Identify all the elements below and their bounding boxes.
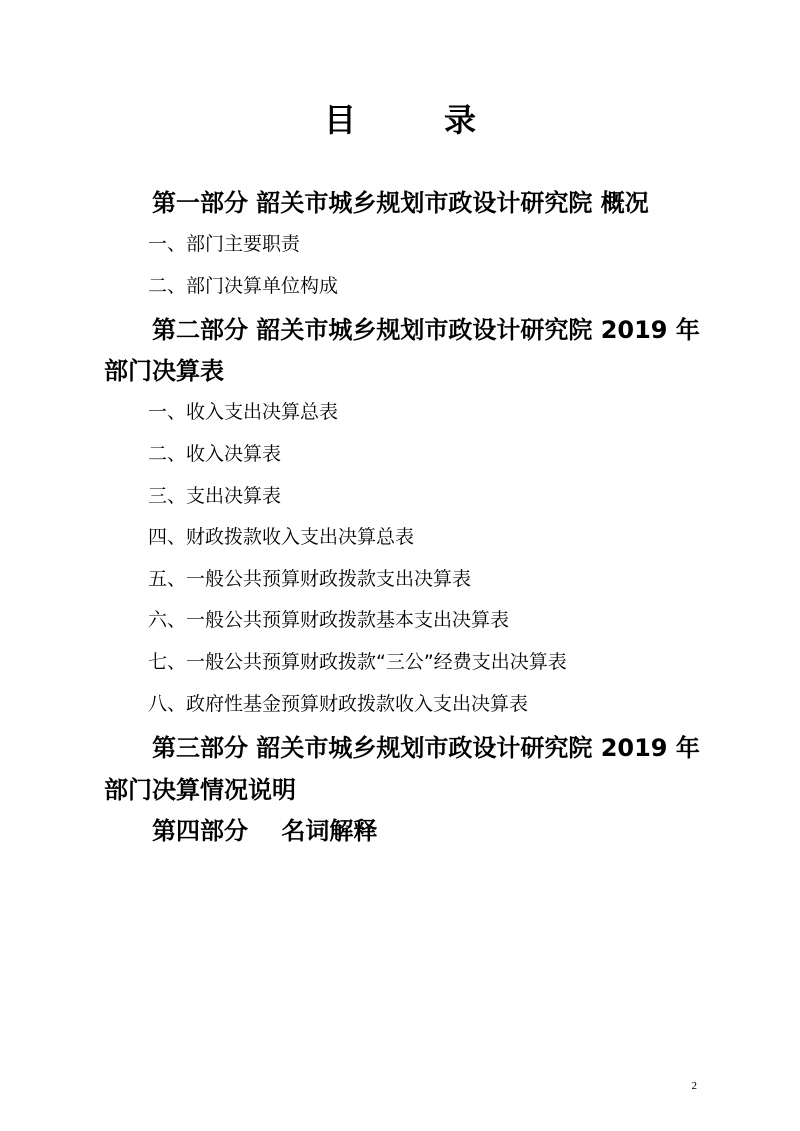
part1-item-2: 二、部门决算单位构成 [148,275,339,297]
part3-heading-line-2: 部门决算情况说明 [104,776,296,804]
part4-heading: 第四部分 名词解释 [152,817,378,845]
part2-item-6: 六、一般公共预算财政拨款基本支出决算表 [148,609,510,631]
part2-heading-line-1: 第二部分 韶关市城乡规划市政设计研究院 2019 年 [152,316,700,344]
toc-title-char-2: 录 [444,101,477,139]
part2-item-2: 二、收入决算表 [148,443,282,465]
toc-title [0,96,800,144]
part1-item-1: 一、部门主要职责 [148,233,301,255]
part2-heading-line-2: 部门决算表 [104,357,224,385]
part2-item-5: 五、一般公共预算财政拨款支出决算表 [148,568,472,590]
part3-heading-line-1: 第三部分 韶关市城乡规划市政设计研究院 2019 年 [152,734,700,762]
part1-heading: 第一部分 韶关市城乡规划市政设计研究院 概况 [152,189,649,217]
part2-item-8: 八、政府性基金预算财政拨款收入支出决算表 [148,693,529,715]
part2-item-1: 一、收入支出决算总表 [148,401,339,423]
part2-item-7: 七、一般公共预算财政拨款“三公”经费支出决算表 [148,651,567,673]
page-number: 2 [691,1080,697,1092]
part2-item-4: 四、财政拨款收入支出决算总表 [148,526,415,548]
part2-item-3: 三、支出决算表 [148,485,282,507]
toc-title-char-1: 目 [323,101,356,139]
